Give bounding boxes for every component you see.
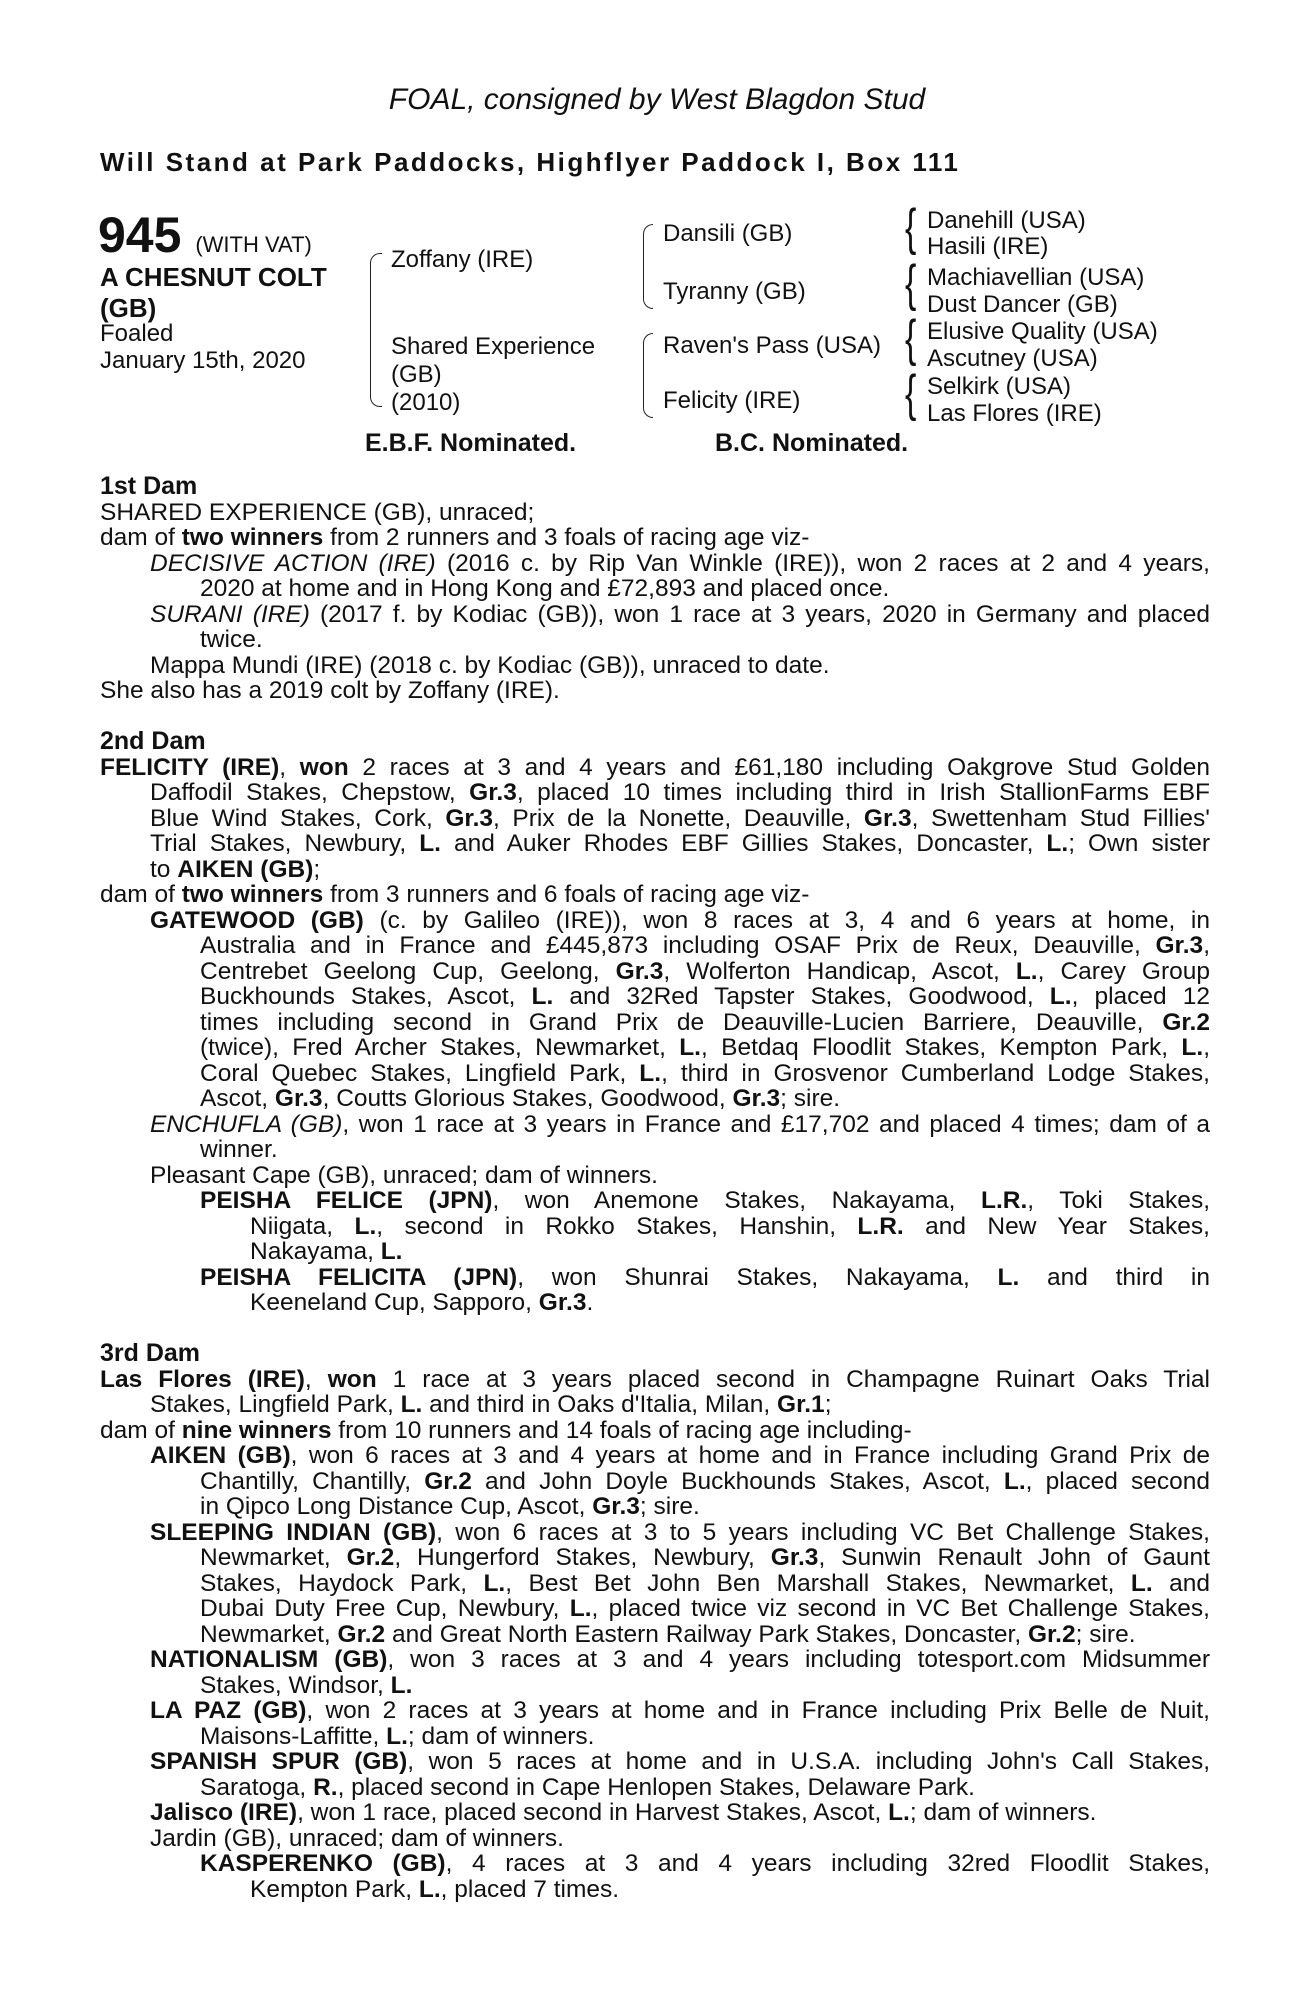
text-line: Jardin (GB), unraced; dam of winners. xyxy=(150,1824,564,1852)
pedigree-brace: { xyxy=(905,199,917,257)
text-line: DECISIVE ACTION (IRE) (2016 c. by Rip Van Winkle (IRE)), won 2 races at 2 and 4 years, xyxy=(150,549,1210,577)
dam-name-line: Shared Experience xyxy=(391,333,596,360)
text-line: Jalisco (IRE), won 1 race, placed second in Harvest Stakes, Ascot, L.; dam of winners. xyxy=(150,1799,1097,1826)
ggsire: Machiavellian (USA) xyxy=(927,264,1145,291)
section-heading: 3rd Dam xyxy=(100,1339,201,1367)
text-line: SHARED EXPERIENCE (GB), unraced; xyxy=(100,498,535,526)
text-line: Saratoga, R., placed second in Cape Henlopen Stakes, Delaware Park. xyxy=(200,1773,975,1801)
text-line: 2020 at home and in Hong Kong and £72,893 and placed once. xyxy=(200,575,890,602)
sire-sire: Dansili (GB) xyxy=(663,220,793,247)
text-line: GATEWOOD (GB) (c. by Galileo (IRE)), won 8 races at 3, 4 and 6 years at home, in xyxy=(150,906,1210,934)
text-line: Stakes, Windsor, L. xyxy=(200,1671,413,1699)
text-line: Stakes, Lingfield Park, L. and third in Oaks d'Italia, Milan, Gr.1; xyxy=(150,1391,832,1418)
text-line: PEISHA FELICE (JPN), won Anemone Stakes, Nakayama, L.R., Toki Stakes, xyxy=(200,1187,1210,1214)
vat-label: (WITH VAT) xyxy=(195,232,312,257)
foaled-date: January 15th, 2020 xyxy=(100,347,306,374)
catalogue-body xyxy=(100,474,1210,1902)
text-line: Niigata, L., second in Rokko Stakes, Hanshin, L.R. and New Year Stakes, xyxy=(250,1212,1210,1240)
text-line: Daffodil Stakes, Chepstow, Gr.3, placed 10 times including third in Irish StallionFarms EBF xyxy=(150,779,1211,806)
text-line: Australia and in France and £445,873 including OSAF Prix de Reux, Deauville, Gr.3, xyxy=(200,932,1210,959)
text-line: ENCHUFLA (GB), won 1 race at 3 years in France and £17,702 and placed 4 times; dam of a xyxy=(150,1110,1210,1138)
dam-name-line: (2010) xyxy=(391,389,461,416)
text-line: Kempton Park, L., placed 7 times. xyxy=(250,1875,620,1903)
text-line: SLEEPING INDIAN (GB), won 6 races at 3 to 5 years including VC Bet Challenge Stakes, xyxy=(150,1518,1210,1546)
section-heading: 1st Dam xyxy=(100,472,198,500)
text-line: SURANI (IRE) (2017 f. by Kodiac (GB)), won 1 race at 3 years, 2020 in Germany and placed xyxy=(150,600,1210,628)
text-line: dam of nine winners from 10 runners and 14 foals of racing age including- xyxy=(100,1416,912,1444)
text-line: Mappa Mundi (IRE) (2018 c. by Kodiac (GB)), unraced to date. xyxy=(150,651,830,679)
text-line: Nakayama, L. xyxy=(250,1238,403,1265)
ggdam: Ascutney (USA) xyxy=(927,345,1098,372)
lot-description-line: A CHESNUT COLT xyxy=(100,262,327,292)
text-line: Ascot, Gr.3, Coutts Glorious Stakes, Goodwood, Gr.3; sire. xyxy=(200,1085,841,1112)
text-line: SPANISH SPUR (GB), won 5 races at home and in U.S.A. including John's Call Stakes, xyxy=(150,1748,1210,1775)
text-line: KASPERENKO (GB), 4 races at 3 and 4 years including 32red Floodlit Stakes, xyxy=(200,1850,1211,1877)
pedigree-bracket xyxy=(370,253,382,407)
text-line: NATIONALISM (GB), won 3 races at 3 and 4 years including totesport.com Midsummer xyxy=(150,1646,1210,1673)
pedigree-bracket xyxy=(643,224,653,309)
text-line: Newmarket, Gr.2 and Great North Eastern Railway Park Stakes, Doncaster, Gr.2; sire. xyxy=(200,1620,1136,1648)
lot-number: 945 xyxy=(98,207,182,263)
sire-name: Zoffany (IRE) xyxy=(391,246,534,273)
ggsire: Elusive Quality (USA) xyxy=(927,318,1158,345)
ggsire: Selkirk (USA) xyxy=(927,373,1072,400)
dam-name xyxy=(391,333,595,417)
pedigree-brace: { xyxy=(905,255,917,313)
dam-dam: Felicity (IRE) xyxy=(663,387,801,414)
pedigree-bracket xyxy=(643,333,653,418)
foaling-info xyxy=(100,320,306,374)
text-line: PEISHA FELICITA (JPN), won Shunrai Stakes, Nakayama, L. and third in xyxy=(200,1263,1210,1291)
text-line: Newmarket, Gr.2, Hungerford Stakes, Newbury, Gr.3, Sunwin Renault John of Gaunt xyxy=(200,1544,1210,1571)
consignor-line: FOAL, consigned by West Blagdon Stud xyxy=(388,83,926,116)
dam-sire: Raven's Pass (USA) xyxy=(663,332,881,359)
foaled-label: Foaled xyxy=(100,320,174,347)
text-line: in Qipco Long Distance Cup, Ascot, Gr.3; sire. xyxy=(200,1493,700,1520)
text-line: times including second in Grand Prix de Deauville-Lucien Barriere, Deauville, Gr.2 xyxy=(200,1008,1210,1036)
text-line: She also has a 2019 colt by Zoffany (IRE). xyxy=(100,677,560,704)
text-line: Coral Quebec Stakes, Lingfield Park, L., third in Grosvenor Cumberland Lodge Stakes, xyxy=(200,1059,1210,1087)
text-line: Centrebet Geelong Cup, Geelong, Gr.3, Wolferton Handicap, Ascot, L., Carey Group xyxy=(200,957,1210,985)
text-line: Trial Stakes, Newbury, L. and Auker Rhodes EBF Gillies Stakes, Doncaster, L.; Own sister xyxy=(150,830,1210,857)
lot-description xyxy=(100,262,327,324)
standing-location: Will Stand at Park Paddocks, Highflyer Paddock I, Box 111 xyxy=(100,147,961,177)
ggdam: Dust Dancer (GB) xyxy=(927,291,1118,318)
text-line: Stakes, Haydock Park, L., Best Bet John Ben Marshall Stakes, Newmarket, L. and xyxy=(200,1569,1210,1597)
text-line: Las Flores (IRE), won 1 race at 3 years placed second in Champagne Ruinart Oaks Trial xyxy=(100,1365,1210,1393)
bc-nomination: B.C. Nominated. xyxy=(715,429,909,457)
ggdam: Hasili (IRE) xyxy=(927,233,1049,260)
text-line: Keeneland Cup, Sapporo, Gr.3. xyxy=(250,1289,594,1316)
text-line: Dubai Duty Free Cup, Newbury, L., placed twice viz second in VC Bet Challenge Stakes, xyxy=(200,1595,1210,1622)
sire-dam: Tyranny (GB) xyxy=(663,278,806,305)
text-line: winner. xyxy=(200,1136,278,1163)
text-line: Chantilly, Chantilly, Gr.2 and John Doyle Buckhounds Stakes, Ascot, L., placed second xyxy=(200,1467,1210,1495)
text-line: LA PAZ (GB), won 2 races at 3 years at home and in France including Prix Belle de Nuit, xyxy=(150,1697,1210,1724)
text-line: Blue Wind Stakes, Cork, Gr.3, Prix de la Nonette, Deauville, Gr.3, Swettenham Stud Fillies' xyxy=(150,804,1210,832)
ebf-nomination: E.B.F. Nominated. xyxy=(365,429,577,457)
pedigree-brace: { xyxy=(905,310,917,368)
text-line: dam of two winners from 2 runners and 3 foals of racing age viz- xyxy=(100,524,810,551)
text-line: Pleasant Cape (GB), unraced; dam of winners. xyxy=(150,1161,658,1189)
text-line: FELICITY (IRE), won 2 races at 3 and 4 years and £61,180 including Oakgrove Stud Golden xyxy=(100,753,1210,781)
pedigree-brace: { xyxy=(905,365,917,423)
text-line: Buckhounds Stakes, Ascot, L. and 32Red Tapster Stakes, Goodwood, L., placed 12 xyxy=(200,983,1210,1010)
text-line: to AIKEN (GB); xyxy=(150,855,321,883)
text-line: (twice), Fred Archer Stakes, Newmarket, L., Betdaq Floodlit Stakes, Kempton Park, L., xyxy=(200,1034,1210,1061)
lot-description-line: (GB) xyxy=(100,293,157,323)
text-line: twice. xyxy=(200,626,263,653)
text-line: Maisons-Laffitte, L.; dam of winners. xyxy=(200,1722,595,1750)
dam-name-line: (GB) xyxy=(391,361,442,388)
text-line: dam of two winners from 3 runners and 6 foals of racing age viz- xyxy=(100,881,810,908)
ggsire: Danehill (USA) xyxy=(927,207,1086,234)
text-line: AIKEN (GB), won 6 races at 3 and 4 years at home and in France including Grand Prix de xyxy=(150,1442,1210,1469)
section-heading: 2nd Dam xyxy=(100,727,206,755)
ggdam: Las Flores (IRE) xyxy=(927,400,1102,427)
